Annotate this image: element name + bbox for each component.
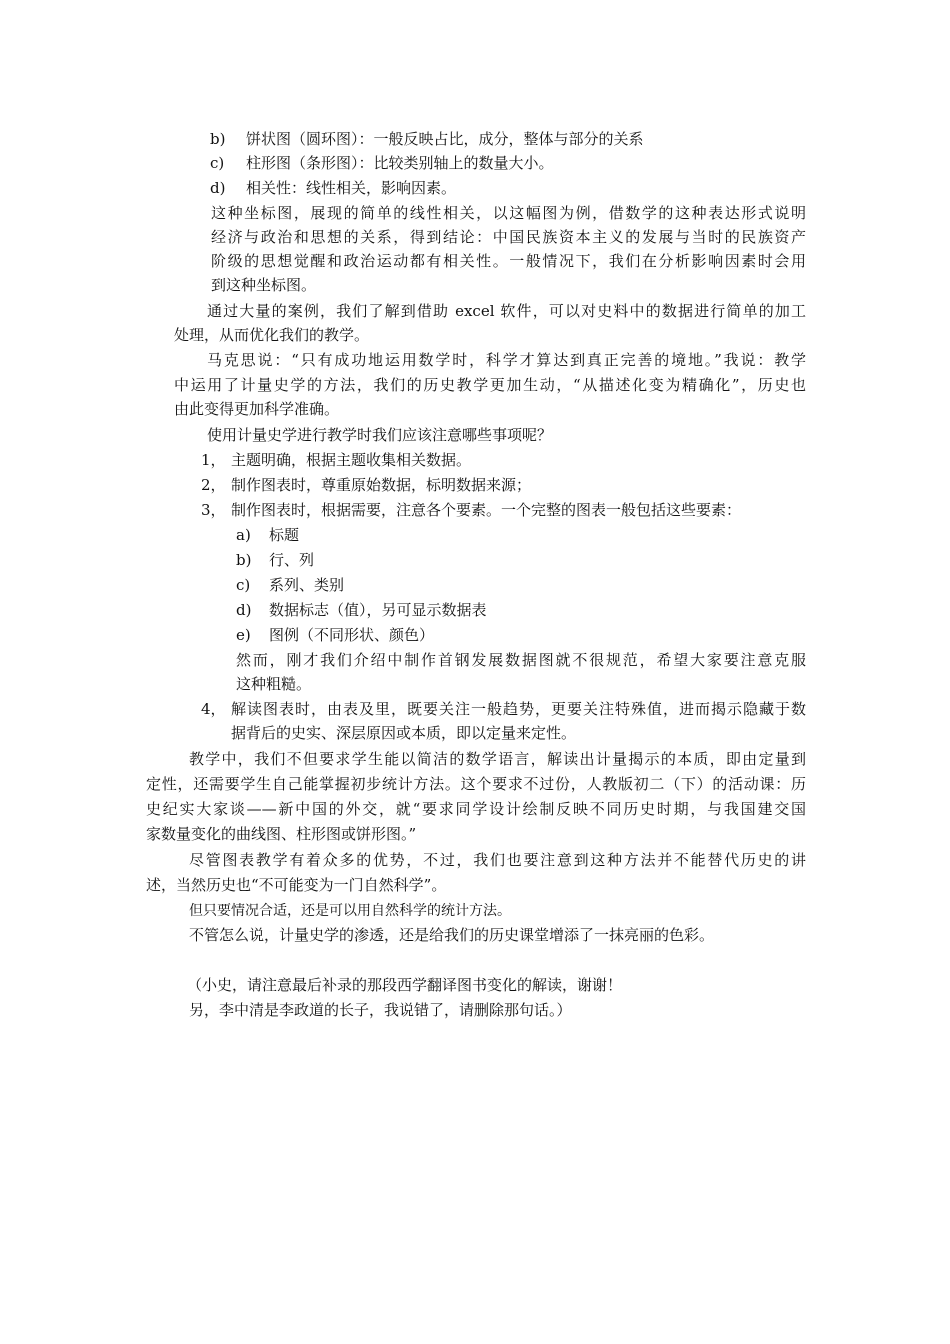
handwritten-line: 但只要情况合适，还是可以用自然科学的统计方法。	[189, 903, 511, 919]
note-line: 另，李中清是李政道的长子，我说错了，请删除那句话。）	[189, 1001, 572, 1019]
element-item: 图例（不同形状、颜色）	[269, 626, 435, 644]
paragraph-line: 中运用了计量史学的方法，我们的历史教学更加生动，“从描述化变为精确化”，历史也	[174, 376, 806, 394]
element-marker: c)	[236, 576, 251, 594]
list-item-pie-chart: 饼状图（圆环图）：一般反映占比，成分，整体与部分的关系	[246, 130, 644, 148]
paragraph-line: 然而，刚才我们介绍中制作首钢发展数据图就不很规范，希望大家要注意克服	[236, 651, 806, 669]
paragraph-line: 定性，还需要学生自己能掌握初步统计方法。这个要求不过份，人教版初二（下）的活动课：历	[146, 775, 806, 793]
list-item-correlation: 相关性：线性相关，影响因素。	[246, 179, 457, 197]
list-marker: c)	[210, 154, 225, 172]
element-marker: a)	[236, 526, 251, 544]
paragraph-line: 到这种坐标图。	[211, 276, 317, 294]
element-item: 行、列	[269, 551, 315, 569]
paragraph-line: 经济与政治和思想的关系，得到结论：中国民族资本主义的发展与当时的民族资产	[211, 228, 806, 246]
element-marker: e)	[236, 626, 251, 644]
paragraph-line: 这种粗糙。	[236, 675, 312, 693]
element-marker: b)	[236, 551, 252, 569]
point-item: 主题明确，根据主题收集相关数据。	[231, 451, 472, 469]
point-item: 解读图表时，由表及里，既要关注一般趋势，更要关注特殊值，进而揭示隐藏于数	[231, 700, 806, 718]
list-marker: b)	[210, 130, 226, 148]
element-item: 数据标志（值），另可显示数据表	[269, 601, 487, 619]
point-marker: 4，	[201, 700, 226, 718]
element-marker: d)	[236, 601, 252, 619]
point-marker: 3，	[201, 501, 226, 519]
paragraph-line: 由此变得更加科学准确。	[174, 400, 340, 418]
paragraph-line: 家数量变化的曲线图、柱形图或饼形图。”	[146, 825, 417, 843]
point-marker: 2，	[201, 476, 226, 494]
point-item: 据背后的史实、深层原因或本质，即以定量来定性。	[231, 724, 577, 742]
paragraph-line: 尽管图表教学有着众多的优势，不过，我们也要注意到这种方法并不能替代历史的讲	[189, 851, 806, 869]
point-marker: 1，	[201, 451, 226, 469]
paragraph-line: 史纪实大家谈——新中国的外交，就“要求同学设计绘制反映不同历史时期，与我国建交国	[146, 800, 806, 818]
list-marker: d)	[210, 179, 226, 197]
point-item: 制作图表时，尊重原始数据，标明数据来源；	[231, 476, 532, 494]
paragraph-line: 这种坐标图，展现的简单的线性相关，以这幅图为例，借数学的这种表达形式说明	[211, 204, 806, 222]
paragraph-line: 马克思说：“只有成功地运用数学时，科学才算达到真正完善的境地。”我说：教学	[207, 351, 806, 369]
paragraph-line: 阶级的思想觉醒和政治运动都有相关性。一般情况下，我们在分析影响因素时会用	[211, 252, 806, 270]
note-line: （小史，请注意最后补录的那段西学翻译图书变化的解读，谢谢！	[187, 976, 623, 994]
point-item: 制作图表时，根据需要，注意各个要素。一个完整的图表一般包括这些要素：	[231, 501, 742, 519]
element-item: 系列、类别	[269, 576, 345, 594]
closing-line: 不管怎么说，计量史学的渗透，还是给我们的历史课堂增添了一抹亮丽的色彩。	[189, 926, 715, 944]
list-item-bar-chart: 柱形图（条形图）：比较类别轴上的数量大小。	[246, 154, 554, 172]
paragraph-line: 通过大量的案例，我们了解到借助 excel 软件，可以对史料中的数据进行简单的加工	[207, 302, 806, 320]
paragraph-line: 教学中，我们不但要求学生能以简洁的数学语言，解读出计量揭示的本质，即由定量到	[189, 750, 806, 768]
paragraph-line: 处理，从而优化我们的教学。	[174, 326, 370, 344]
paragraph-line: 述，当然历史也“不可能变为一门自然科学”。	[146, 876, 447, 894]
question-line: 使用计量史学进行教学时我们应该注意哪些事项呢？	[207, 426, 553, 444]
element-item: 标题	[269, 526, 300, 544]
